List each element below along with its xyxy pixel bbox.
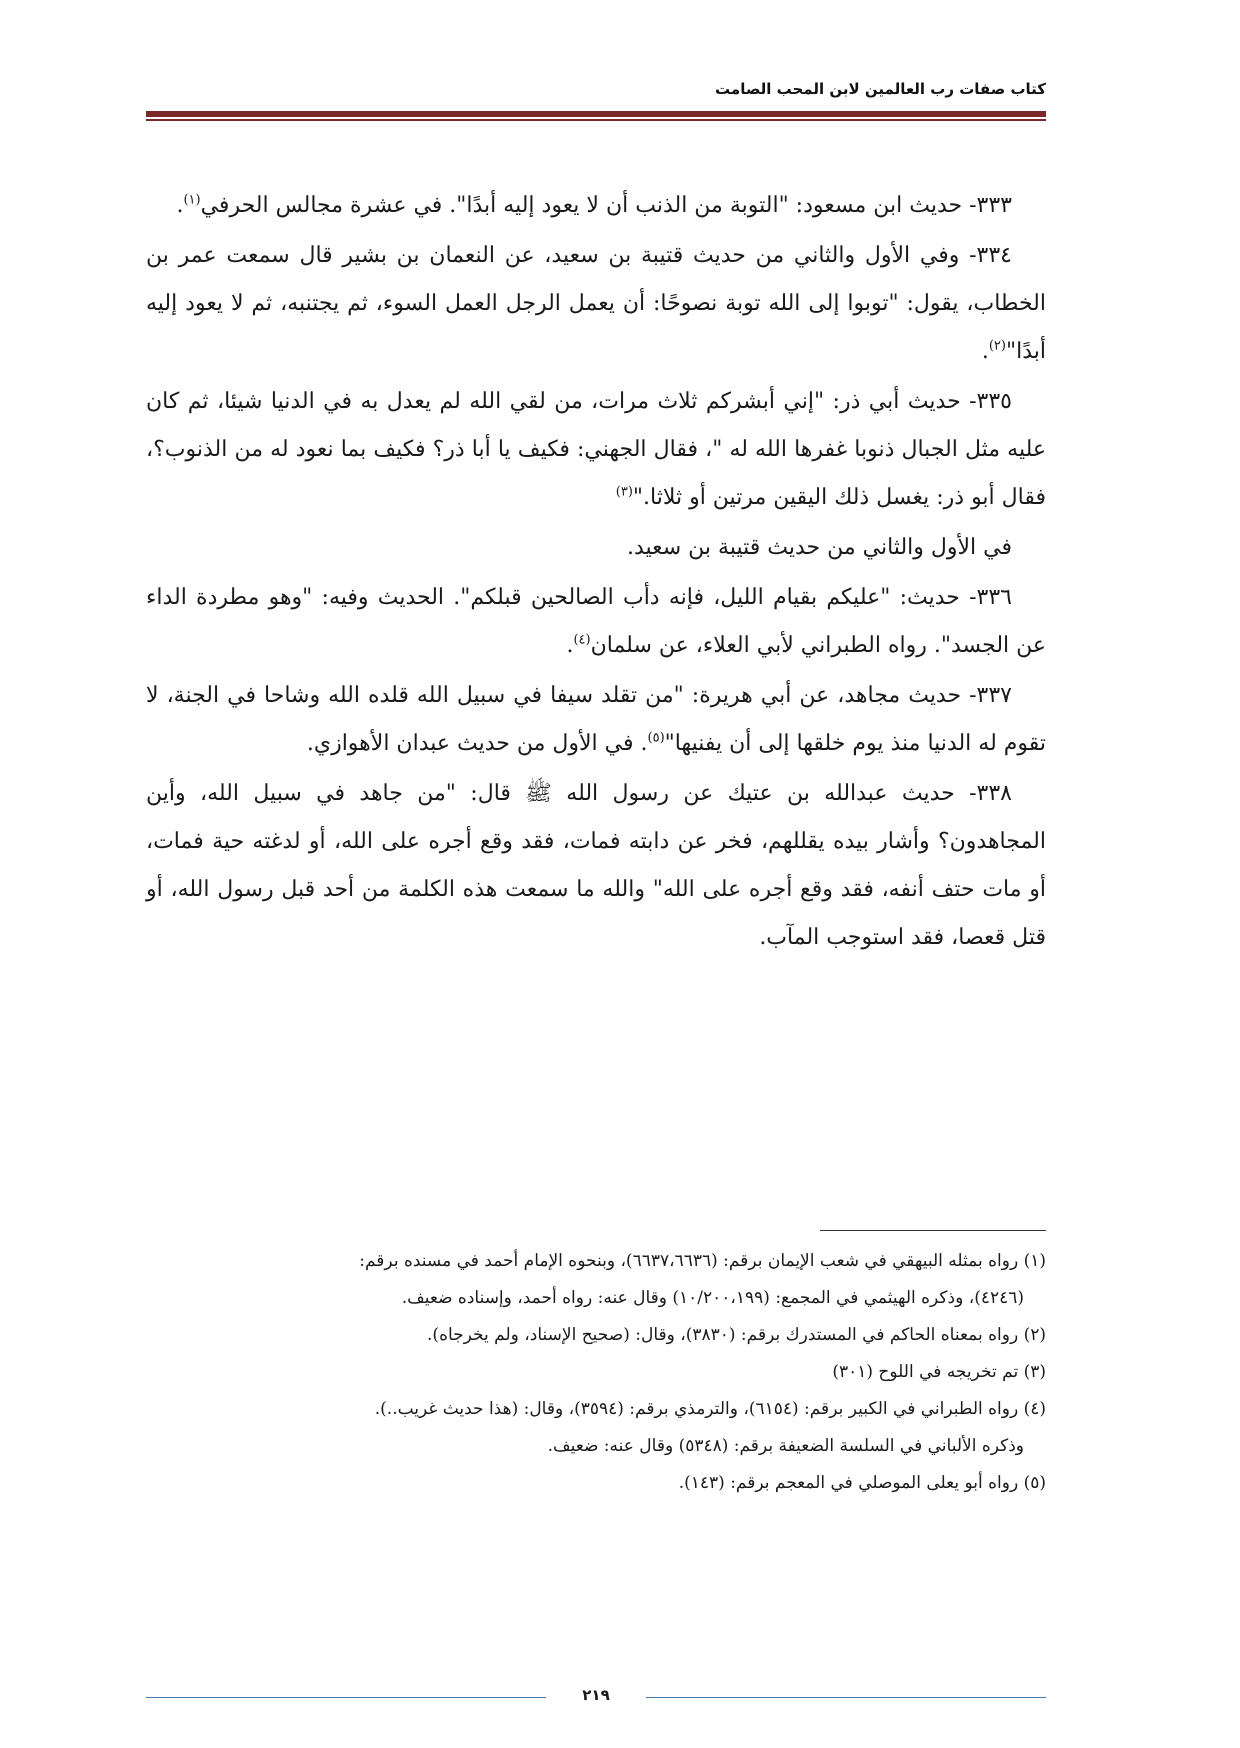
footnote-4 (146, 1391, 1046, 1465)
header-rule-thick (146, 111, 1046, 117)
footnote-5 (146, 1465, 1046, 1502)
hadith-335-source (146, 524, 1046, 572)
hadith-337 (146, 672, 1046, 768)
paragraph-tail: . (981, 339, 989, 364)
footnote-line: (٢) رواه بمعناه الحاكم في المستدرك برقم: (٣٨٣٠)، وقال: (صحيح الإسناد، ولم يخرجاه). (427, 1325, 1046, 1345)
paragraph-tail: . في الأول من حديث عبدان الأهوازي. (306, 731, 648, 756)
footnotes (146, 1243, 1046, 1502)
hadith-336 (146, 574, 1046, 670)
page-number: ٢١٩ (582, 1686, 610, 1704)
main-text (146, 182, 1046, 964)
footnote-line: وذكره الألباني في السلسة الضعيفة برقم: (٥٣٤٨) وقال عنه: ضعيف. (547, 1436, 1024, 1456)
footer-rule-right (646, 1697, 1046, 1698)
paragraph-text: ٣٣٦- حديث: "عليكم بقيام الليل، فإنه دأب الصالحين قبلكم". الحديث وفيه: "وهو مطردة الداء عن الجسد". رواه الطبراني لأبي العلاء، عن سلمان (146, 585, 1046, 658)
paragraph-tail: . (566, 633, 574, 658)
hadith-338 (146, 770, 1046, 962)
hadith-334 (146, 232, 1046, 376)
footnote-line: (٥) رواه أبو يعلى الموصلي في المعجم برقم: (١٤٣). (678, 1473, 1046, 1493)
paragraph-text: ٣٣٥- حديث أبي ذر: "إني أبشركم ثلاث مرات، من لقي الله لم يعدل به في الدنيا شيئا، ثم كان عليه مثل الجبال ذنوبا غفرها الله له "، فقال الجهني: فكيف يا أبا ذر؟ فكيف بما نعود له من الذنوب؟، فقال أبو ذر: يغسل ذلك اليقين مرتين أو ثلاثا." (146, 389, 1046, 510)
footnote-1 (146, 1243, 1046, 1317)
footnote-ref[interactable]: (٤) (573, 632, 591, 648)
footnote-line: (٤٢٤٦)، وذكره الهيثمي في المجمع: (١٠/٢٠٠،١٩٩) وقال عنه: رواه أحمد، وإسناده ضعيف. (401, 1288, 1024, 1308)
header-rule-thin (146, 119, 1046, 121)
footnote-ref[interactable]: (٢) (988, 338, 1006, 354)
paragraph-tail: . (176, 193, 184, 218)
paragraph-text: ٣٣٨- حديث عبدالله بن عتيك عن رسول الله ﷺ قال: "من جاهد في سبيل الله، وأين المجاهدون؟ وأشار بيده يقللهم، فخر عن دابته فمات، فقد وقع أجره على الله، أو لدغته حية فمات، أو مات حتف أنفه، فقد وقع أجره على الله" والله ما سمعت هذه الكلمة من أحد قبل رسول الله، أو قتل قعصا، فقد استوجب المآب. (146, 781, 1046, 950)
hadith-333 (146, 182, 1046, 230)
paragraph-text: ٣٣٤- وفي الأول والثاني من حديث قتيبة بن سعيد، عن النعمان بن بشير قال سمعت عمر بن الخطاب، يقول: "توبوا إلى الله توبة نصوحًا: أن يعمل الرجل العمل السوء، ثم يجتنبه، ثم لا يعود إليه أبدًا" (146, 243, 1046, 364)
paragraph-text: ٣٣٧- حديث مجاهد، عن أبي هريرة: "من تقلد سيفا في سبيل الله قلده الله وشاحا في الجنة، لا تقوم له الدنيا منذ يوم خلقها إلى أن يفنيها" (146, 683, 1046, 756)
footnote-ref[interactable]: (٥) (647, 730, 665, 746)
footnote-3 (146, 1354, 1046, 1391)
running-header: كتاب صفات رب العالمين لابن المحب الصامت (715, 80, 1046, 98)
hadith-335 (146, 378, 1046, 522)
paragraph-text: في الأول والثاني من حديث قتيبة بن سعيد. (626, 535, 1012, 560)
footnote-ref[interactable]: (٣) (615, 484, 633, 500)
footnote-line: (٣) تم تخريجه في اللوح (٣٠١) (832, 1362, 1046, 1382)
footnote-ref[interactable]: (١) (183, 192, 201, 208)
footnote-line: (٤) رواه الطبراني في الكبير برقم: (٦١٥٤)، والترمذي برقم: (٣٥٩٤)، وقال: (هذا حديث غريب..). (374, 1399, 1046, 1419)
footnote-line: (١) رواه بمثله البيهقي في شعب الإيمان برقم: (٦٦٣٧،٦٦٣٦)، وبنحوه الإمام أحمد في مسنده برقم: (359, 1251, 1046, 1271)
paragraph-text: ٣٣٣- حديث ابن مسعود: "التوبة من الذنب أن لا يعود إليه أبدًا". في عشرة مجالس الحرفي (200, 193, 1012, 218)
footnote-separator (820, 1230, 1046, 1231)
footnote-2 (146, 1317, 1046, 1354)
footer-rule-left (146, 1697, 546, 1698)
